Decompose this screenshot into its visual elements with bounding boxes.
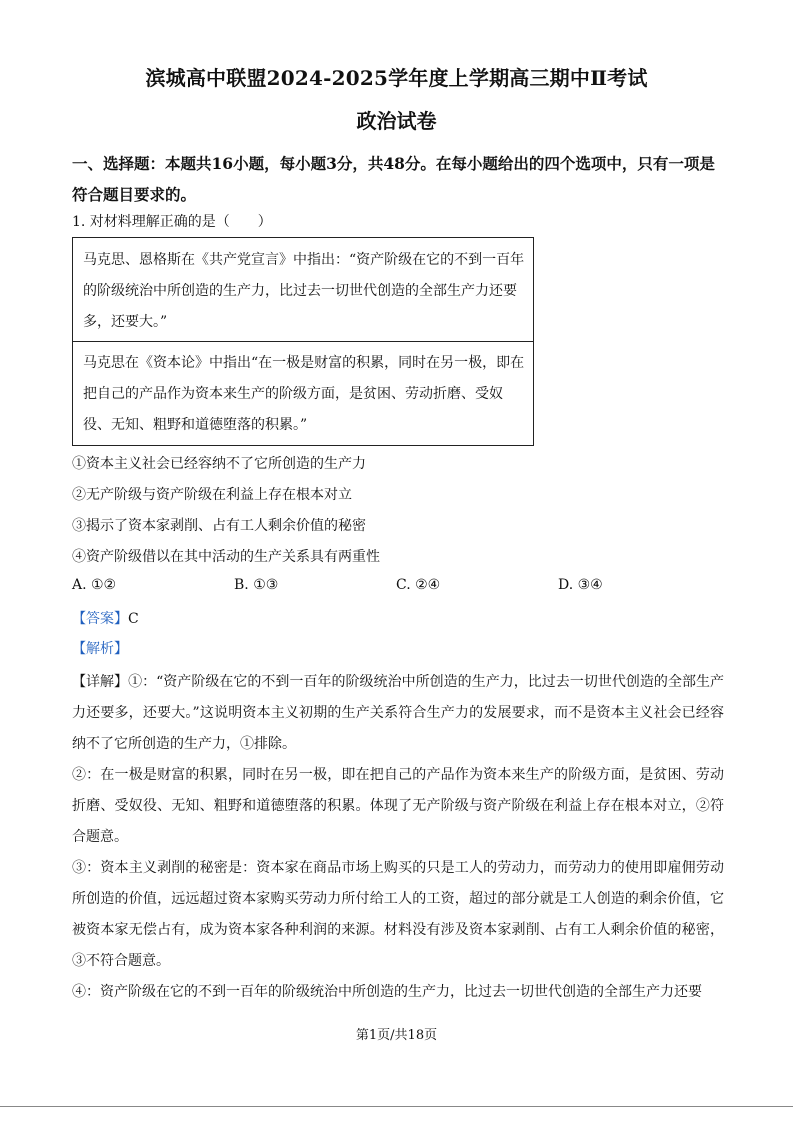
choice-b: B. ①③	[234, 577, 279, 593]
answer-value: C	[128, 611, 139, 627]
choice-c: C. ②④	[396, 577, 441, 593]
choice-d: D. ③④	[558, 577, 603, 593]
page-number: 第1页/共18页	[355, 1028, 438, 1043]
material-quote-1: 马克思、恩格斯在《共产党宣言》中指出：“资产阶级在它的不到一百年的阶级统治中所创造的生产力，比过去一切世代创造的全部生产力还要多，还要大。”	[83, 252, 525, 330]
statement-2: ②无产阶级与资产阶级在利益上存在根本对立	[72, 487, 352, 503]
detail-label: 【详解】	[72, 674, 129, 690]
detail-block	[72, 667, 724, 1008]
detail-text-1: ①：“资产阶级在它的不到一百年的阶级统治中所创造的生产力，比过去一切世代创造的全部生产力还要多，还要大。”这说明资本主义初期的生产关系符合生产力的发展要求，而不是资本主义社会已经容纳不了它所创造的生产力，①排除。	[72, 674, 725, 752]
choice-a: A. ①②	[72, 577, 117, 593]
statement-3: ③揭示了资本家剥削、占有工人剩余价值的秘密	[72, 518, 366, 534]
question-stem: 1. 对材料理解正确的是（ ）	[72, 214, 272, 230]
answer-line	[72, 609, 139, 629]
material-quote-2: 马克思在《资本论》中指出“在一极是财富的积累，同时在另一极，即在把自己的产品作为资本来生产的阶级方面，是贫困、劳动折磨、受奴役、无知、粗野和道德堕落的积累。”	[83, 355, 525, 433]
analysis-line	[72, 639, 128, 659]
bottom-divider	[0, 1106, 793, 1107]
material-box	[72, 237, 534, 446]
detail-paragraph	[72, 667, 724, 760]
exam-title: 滨城高中联盟2024-2025学年度上学期高三期中Ⅱ考试	[145, 66, 648, 90]
statement-4: ④资产阶级借以在其中活动的生产关系具有两重性	[72, 549, 380, 565]
section-heading: 一、选择题：本题共16小题，每小题3分，共48分。在每小题给出的四个选项中，只有一项是符合题目要求的。	[72, 154, 715, 204]
material-divider	[73, 341, 533, 342]
subject-title: 政治试卷	[356, 109, 437, 133]
answer-label: 【答案】	[72, 611, 128, 627]
analysis-label: 【解析】	[72, 641, 128, 657]
choice-row	[72, 577, 722, 597]
detail-paragraph: ③：资本主义剥削的秘密是：资本家在商品市场上购买的只是工人的劳动力，而劳动力的使用即雇佣劳动所创造的价值，远远超过资本家购买劳动力所付给工人的工资，超过的部分就是工人创造的剩余价值，它被资本家无偿占有，成为资本家各种利润的来源。材料没有涉及资本家剥削、占有工人剩余价值的秘密，③不符合题意。	[72, 860, 724, 969]
detail-paragraph: ②：在一极是财富的积累，同时在另一极，即在把自己的产品作为资本来生产的阶级方面，是贫困、劳动折磨、受奴役、无知、粗野和道德堕落的积累。体现了无产阶级与资产阶级在利益上存在根本对立，②符合题意。	[72, 767, 724, 845]
statement-1: ①资本主义社会已经容纳不了它所创造的生产力	[72, 456, 366, 472]
detail-paragraph: ④：资产阶级在它的不到一百年的阶级统治中所创造的生产力，比过去一切世代创造的全部生产力还要	[72, 984, 702, 1000]
